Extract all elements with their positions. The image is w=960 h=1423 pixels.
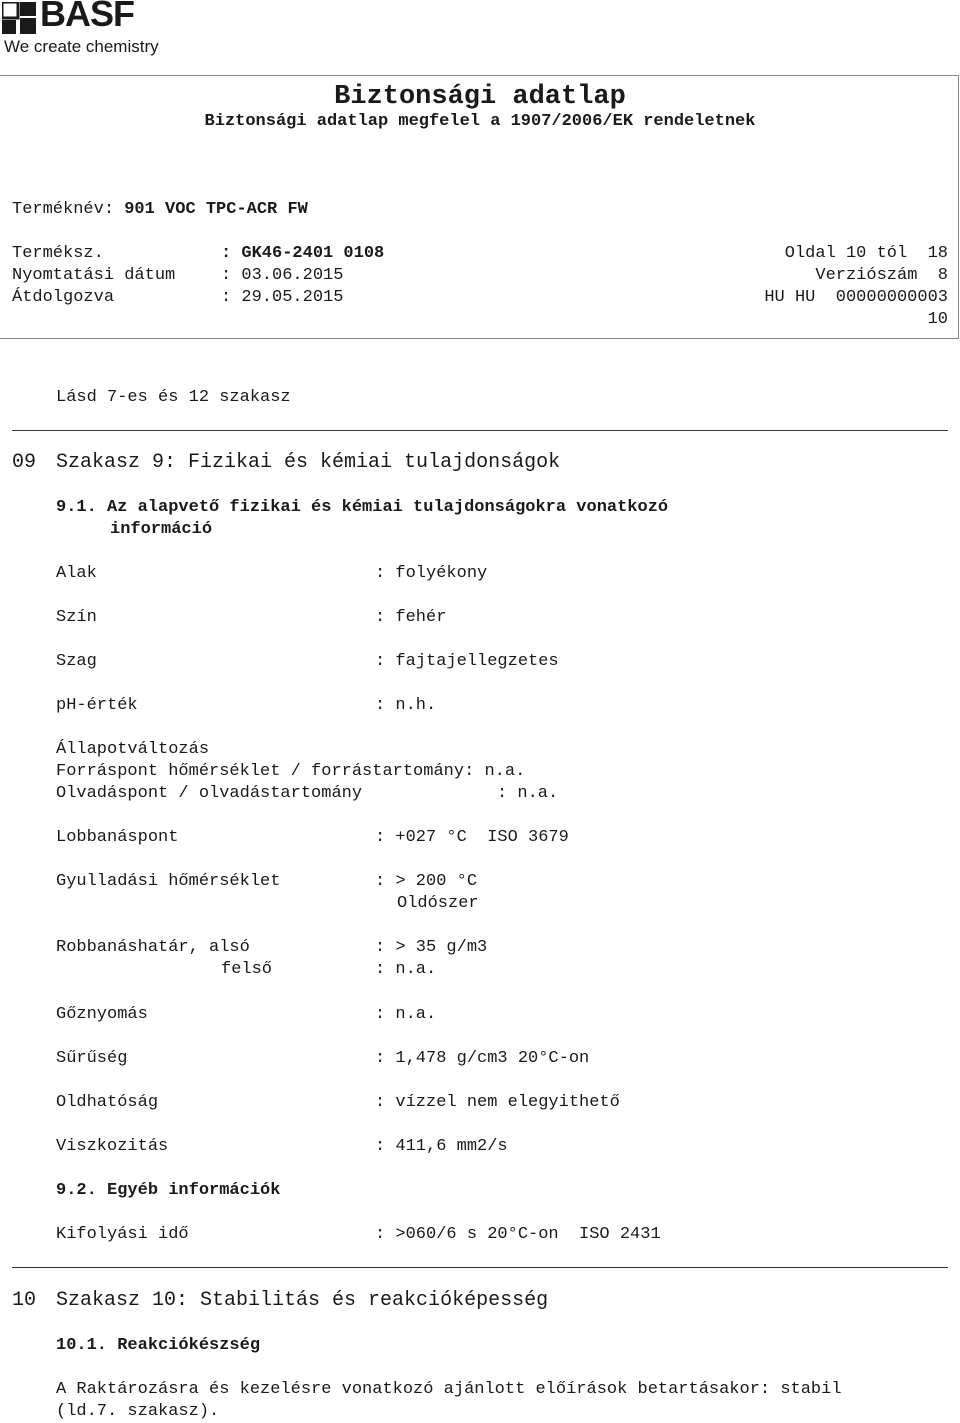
- section10-text-line2: (ld.7. szakasz).: [56, 1402, 220, 1421]
- prop-label-suruseg: Sűrűség: [56, 1049, 128, 1068]
- prop-value-gyulladasi: : > 200 °C: [375, 872, 478, 891]
- prop-label-gyulladasi: Gyulladási hőmérséklet: [56, 872, 281, 891]
- prop-note-gyulladasi: Oldószer: [397, 894, 479, 913]
- revised-value: : 29.05.2015: [221, 288, 344, 307]
- prop-value-robbanas-also: : > 35 g/m3: [375, 938, 488, 957]
- doc-code-2: 10: [927, 310, 948, 329]
- divider: [12, 1267, 948, 1268]
- prop-label-alak: Alak: [56, 564, 97, 583]
- product-no-value: : GK46-2401 0108: [221, 244, 385, 263]
- print-date-label: Nyomtatási dátum: [12, 266, 176, 285]
- version-info: Verziószám 8: [815, 266, 948, 285]
- divider: [12, 430, 948, 431]
- section9-sub1-title: 9.1. Az alapvető fizikai és kémiai tulajdonságokra vonatkozó: [56, 498, 669, 517]
- prop-label-kifolyasi: Kifolyási idő: [56, 1225, 189, 1244]
- prop-value-lobbanaspont: : +027 °C ISO 3679: [375, 828, 569, 847]
- product-name-row: [12, 199, 308, 221]
- page-info: Oldal 10 tól 18: [784, 244, 948, 263]
- prop-label-oldhatosag: Oldhatóság: [56, 1093, 159, 1112]
- prop-value-alak: : folyékony: [375, 564, 488, 583]
- print-date-value: : 03.06.2015: [221, 266, 344, 285]
- section10-text-line1: A Raktározásra és kezelésre vonatkozó ajánlott előírások betartásakor: stabil: [56, 1380, 842, 1399]
- prop-value-szin: : fehér: [375, 608, 447, 627]
- logo-tagline: We create chemistry: [4, 37, 159, 56]
- prop-label-lobbanaspont: Lobbanáspont: [56, 828, 179, 847]
- prop-value-szag: : fajtajellegzetes: [375, 652, 559, 671]
- prop-label-szin: Szín: [56, 608, 97, 627]
- prop-label-szag: Szag: [56, 652, 97, 671]
- product-name: 901 VOC TPC-ACR FW: [124, 200, 308, 219]
- product-no-label: Terméksz.: [12, 244, 104, 263]
- section10-number: 10: [12, 1289, 37, 1312]
- prop-label-robbanas: Robbanáshatár, alsó: [56, 938, 250, 957]
- section9-number: 09: [12, 451, 37, 474]
- section9-sub2-title: 9.2. Egyéb információk: [56, 1181, 281, 1200]
- doc-code: HU HU 00000000003: [764, 288, 948, 307]
- prop-label-viszkozitas: Viszkozitás: [56, 1137, 169, 1156]
- intro-reference: Lásd 7-es és 12 szakasz: [56, 388, 291, 407]
- section10-sub1-title: 10.1. Reakciókészség: [56, 1336, 261, 1355]
- section9-title: Szakasz 9: Fizikai és kémiai tulajdonságok: [56, 451, 561, 474]
- document-title: Biztonsági adatlap: [334, 82, 626, 112]
- prop-label-goznyomas: Gőznyomás: [56, 1005, 148, 1024]
- section10-title: Szakasz 10: Stabilitás és reakcióképesség: [56, 1289, 549, 1312]
- document-subtitle: Biztonsági adatlap megfelel a 1907/2006/EK rendeletnek: [204, 112, 756, 131]
- section9-sub1-title-cont: információ: [110, 520, 213, 539]
- prop-value-suruseg: : 1,478 g/cm3 20°C-on: [375, 1049, 590, 1068]
- prop-value-kifolyasi: : >060/6 s 20°C-on ISO 2431: [375, 1225, 661, 1244]
- revised-label: Átdolgozva: [12, 288, 115, 307]
- prop-label-allapot: Állapotváltozás: [56, 740, 210, 759]
- prop-label-robbanas-felso: felső: [221, 960, 273, 979]
- prop-forraspont: Forráspont hőmérséklet / forrástartomány: n.a.: [56, 762, 526, 781]
- prop-value-viszkozitas: : 411,6 mm2/s: [375, 1137, 508, 1156]
- prop-value-robbanas-felso: : n.a.: [375, 960, 437, 979]
- basf-logo-icon: [2, 2, 38, 34]
- prop-value-oldhatosag: : vízzel nem elegyithető: [375, 1093, 620, 1112]
- prop-label-ph: pH-érték: [56, 696, 138, 715]
- prop-label-olvadaspont: Olvadáspont / olvadástartomány: [56, 784, 363, 803]
- prop-value-ph: : n.h.: [375, 696, 437, 715]
- prop-value-olvadaspont: : n.a.: [497, 784, 559, 803]
- logo-brand: BASF: [40, 0, 134, 34]
- prop-value-goznyomas: : n.a.: [375, 1005, 437, 1024]
- product-label: Terméknév:: [12, 200, 115, 219]
